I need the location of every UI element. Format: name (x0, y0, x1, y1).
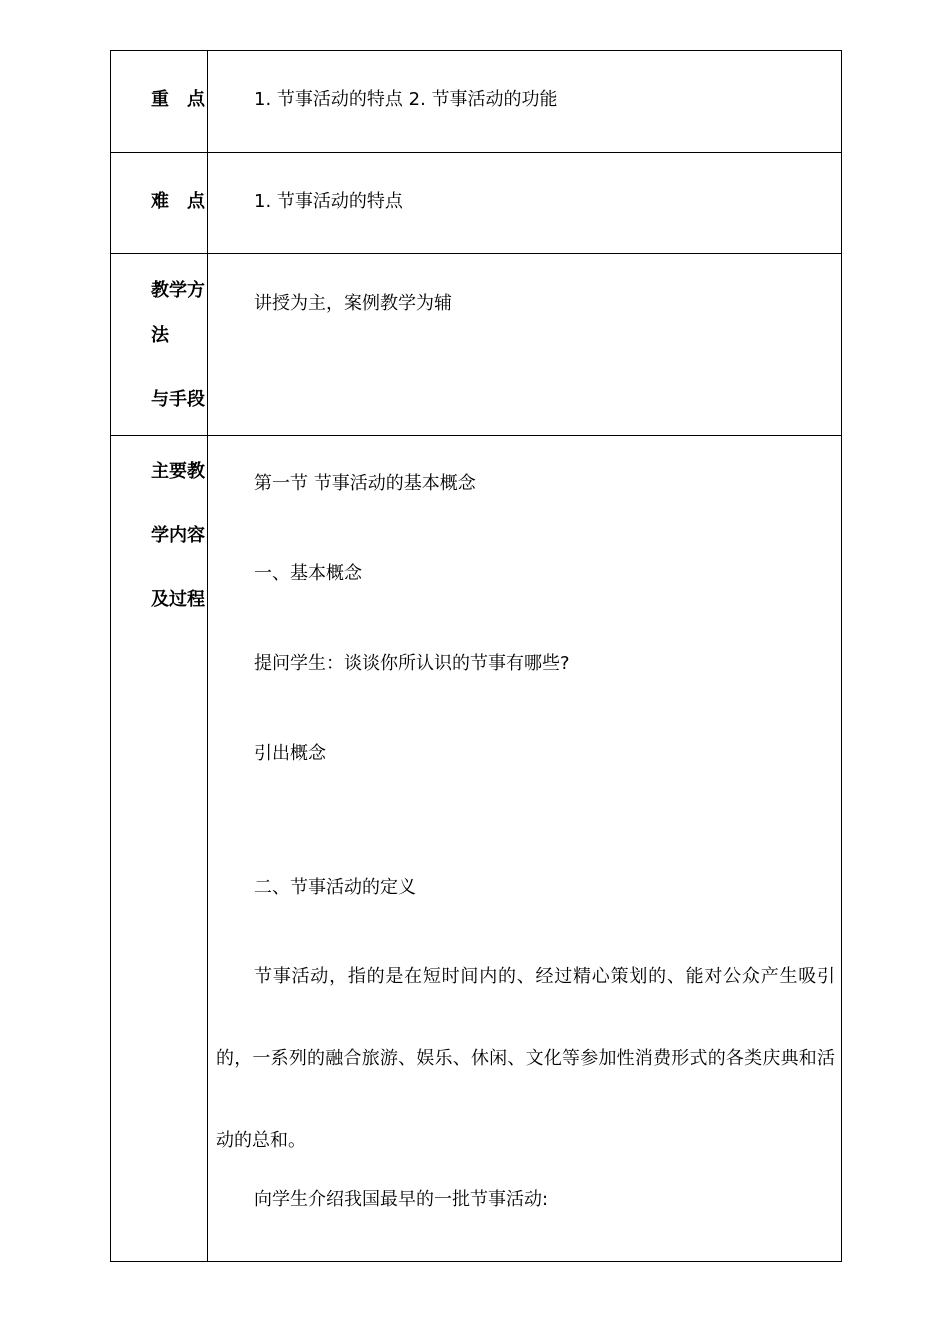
row-main-content (111, 436, 842, 1262)
key-points-label: 重 点 (151, 89, 205, 110)
subheading-basic-concept: 一、基本概念 (254, 563, 362, 584)
method-content-cell (208, 254, 842, 436)
row-difficulty (111, 153, 842, 254)
key-points-content-cell (208, 51, 842, 153)
section-heading: 第一节 节事活动的基本概念 (254, 473, 476, 494)
method-text: 讲授为主，案例教学为辅 (254, 293, 452, 314)
key-points-text: 1. 节事活动的特点 2. 节事活动的功能 (254, 89, 558, 110)
difficulty-content-cell (208, 153, 842, 254)
difficulty-label: 难 点 (151, 191, 205, 212)
question-paragraph: 提问学生：谈谈你所认识的节事有哪些? (254, 653, 570, 674)
method-label-cell (111, 254, 208, 436)
main-label-line-2: 学内容 (151, 525, 205, 546)
difficulty-label-cell (111, 153, 208, 254)
main-label-line-3: 及过程 (151, 589, 205, 610)
row-method (111, 254, 842, 436)
difficulty-text: 1. 节事活动的特点 (254, 191, 403, 212)
method-label-line-3: 与手段 (151, 389, 205, 410)
key-points-label-cell (111, 51, 208, 153)
subheading-definition: 二、节事活动的定义 (254, 877, 416, 898)
main-label-line-1: 主要教 (151, 461, 205, 482)
earliest-events-paragraph: 向学生介绍我国最早的一批节事活动: (254, 1189, 549, 1210)
method-label-line-2: 法 (151, 325, 169, 346)
main-label-cell (111, 436, 208, 1262)
main-content-cell (208, 436, 842, 1262)
lesson-plan-table (110, 50, 842, 1262)
concept-intro-paragraph: 引出概念 (254, 743, 326, 764)
row-key-points (111, 51, 842, 153)
definition-paragraph: 节事活动，指的是在短时间内的、经过精心策划的、能对公众产生吸引的，一系列的融合旅游、娱乐、休闲、文化等参加性消费形式的各类庆典和活动的总和。 (216, 966, 835, 1151)
method-label-line-1: 教学方 (151, 280, 205, 301)
